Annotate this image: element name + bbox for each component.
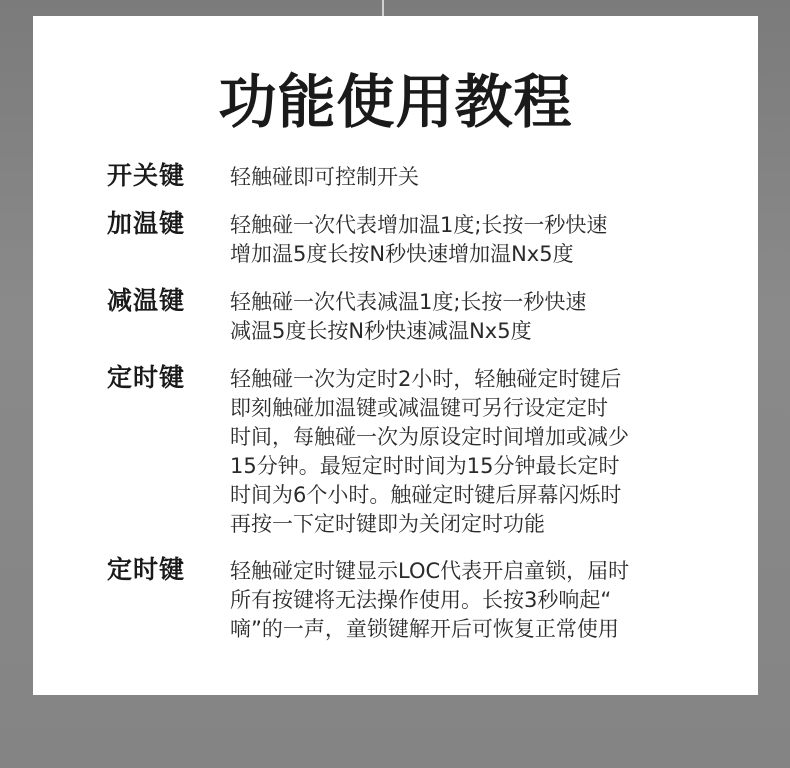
- description-line: 轻触碰一次代表增加温1度;长按一秒快速: [230, 213, 608, 237]
- description-line: 轻触碰一次为定时2小时，轻触碰定时键后: [230, 367, 622, 391]
- description-line: 所有按键将无法操作使用。长按3秒响起“: [230, 588, 612, 612]
- description-line: 轻触碰一次代表减温1度;长按一秒快速: [230, 290, 587, 314]
- top-divider-line: [382, 0, 384, 16]
- key-description: [230, 211, 710, 269]
- description-line: 即刻触碰加温键或减温键可另行设定定时: [230, 396, 608, 420]
- description-line: 时间为6个小时。触碰定时键后屏幕闪烁时: [230, 483, 622, 507]
- key-description: [230, 163, 710, 192]
- key-label: 开关键: [107, 161, 186, 190]
- description-line: 时间，每触碰一次为原设定时间增加或减少: [230, 425, 629, 449]
- key-label: 定时键: [107, 363, 186, 392]
- page-title: 功能使用教程: [218, 68, 573, 136]
- key-description: [230, 365, 710, 539]
- description-line: 嘀”的一声，童锁键解开后可恢复正常使用: [230, 617, 619, 641]
- description-line: 轻触碰定时键显示LOC代表开启童锁，届时: [230, 559, 630, 583]
- key-label: 加温键: [107, 209, 186, 238]
- tutorial-card: [33, 16, 758, 695]
- description-line: 再按一下定时键即为关闭定时功能: [230, 512, 545, 536]
- description-line: 轻触碰即可控制开关: [230, 165, 419, 189]
- key-description: [230, 288, 710, 346]
- description-line: 减温5度长按N秒快速减温Nx5度: [230, 319, 532, 343]
- key-description: [230, 557, 710, 644]
- description-line: 15分钟。最短定时时间为15分钟最长定时: [230, 454, 620, 478]
- key-label: 减温键: [107, 286, 186, 315]
- description-line: 增加温5度长按N秒快速增加温Nx5度: [230, 242, 574, 266]
- key-label: 定时键: [107, 555, 186, 584]
